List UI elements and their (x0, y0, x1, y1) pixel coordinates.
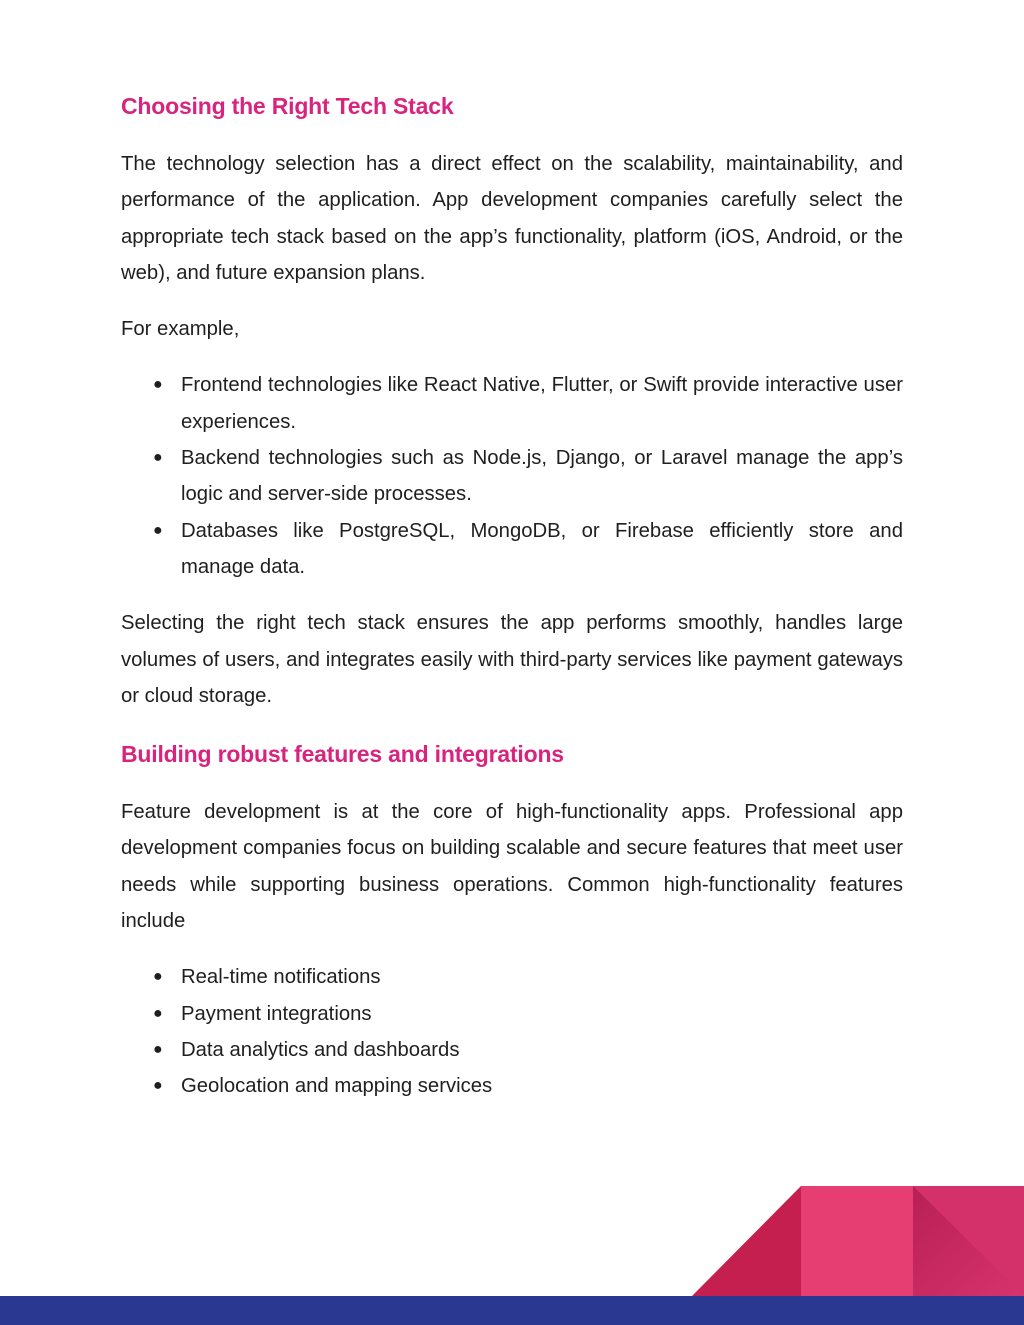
paragraph-features-intro: Feature development is at the core of high-functionality apps. Professional app development companies focus on building scalable and secure features that meet user needs while supporting business operations. Common high-functionality features include (121, 801, 903, 933)
bullet-icon: ● (153, 449, 163, 467)
list-item-text: Databases like PostgreSQL, MongoDB, or Firebase efficiently store and manage data. (181, 519, 903, 578)
list-item-text: Data analytics and dashboards (181, 1038, 460, 1061)
footer-bar (0, 1296, 1024, 1325)
paragraph-tech-stack-conclusion: Selecting the right tech stack ensures the app performs smoothly, handles large volumes of users, and integrates easily with third-party services like payment gateways or cloud storage. (121, 612, 903, 707)
section-heading-features: Building robust features and integrations (121, 741, 564, 768)
list-item-text: Payment integrations (181, 1002, 372, 1025)
paragraph-example-lead: For example, (121, 318, 240, 341)
bullet-icon: ● (153, 376, 163, 394)
list-item-text: Real-time notifications (181, 966, 381, 989)
bullet-icon: ● (153, 1077, 163, 1095)
list-item-text: Frontend technologies like React Native, Flutter, or Swift provide interactive user experiences. (181, 374, 903, 433)
bullet-icon: ● (153, 1004, 163, 1022)
bullet-icon: ● (153, 968, 163, 986)
bullet-icon: ● (153, 521, 163, 539)
section-heading-tech-stack: Choosing the Right Tech Stack (121, 93, 454, 119)
decor-triangle-left (692, 1186, 801, 1296)
list-item-text: Backend technologies such as Node.js, Django, or Laravel manage the app’s logic and server-side processes. (181, 447, 903, 506)
decor-block-middle (801, 1186, 913, 1296)
list-item-text: Geolocation and mapping services (181, 1075, 493, 1098)
paragraph-tech-stack-intro: The technology selection has a direct effect on the scalability, maintainability, and performance of the application. App development companies carefully select the appropriate tech stack based on the app’s functionality, platform (iOS, Android, or the web), and future expansion plans. (121, 153, 903, 284)
bullet-icon: ● (153, 1040, 163, 1058)
